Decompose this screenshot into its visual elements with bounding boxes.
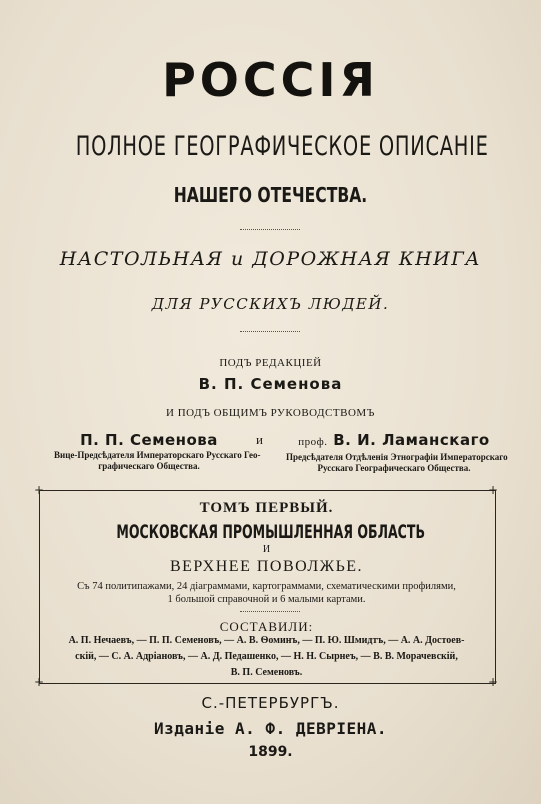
authors-line: В. П. Семеновъ. — [230, 667, 303, 678]
volume-label: ТОМЪ ПЕРВЫЙ. — [199, 500, 334, 516]
imprint-year: 1899. — [248, 744, 293, 760]
left-director-name: П. П. Семенова — [80, 431, 218, 449]
volume-region: МОСКОВСКАЯ ПРОМЫШЛЕННАЯ ОБЛАСТЬ — [116, 521, 426, 543]
illustrations-line: 1 большой справочной и 6 малыми картами. — [167, 594, 366, 605]
right-director-desc: Русскаго Географическаго Общества. — [317, 463, 471, 473]
frame-corner-mark: + — [488, 483, 499, 497]
compilers-label: СОСТАВИЛИ: — [219, 619, 314, 634]
book-title: РОССІЯ — [162, 53, 379, 107]
subtitle-desk-travel-book: НАСТОЛЬНАЯ и ДОРОЖНАЯ КНИГА — [59, 248, 482, 270]
subtitle-for-russian-people: ДЛЯ РУССКИХЪ ЛЮДЕЙ. — [151, 295, 390, 313]
right-director — [286, 430, 508, 474]
left-director-desc: Вице-Предсѣдателя Императорскаго Русскаго Гео- — [54, 450, 261, 460]
frame-corner-mark: + — [34, 675, 45, 689]
conjunction: и — [256, 432, 263, 447]
subtitle-fatherland: НАШЕГО ОТЕЧЕСТВА. — [173, 183, 368, 207]
imprint-city: С.-ПЕТЕРБУРГЪ. — [201, 694, 340, 712]
right-director-name: В. И. Ламанскаго — [333, 431, 490, 449]
right-director-desc: Предсѣдателя Отдѣленія Этнографіи Императорскаго — [286, 452, 508, 462]
editor-caption: ПОДЪ РЕДАКЦІЕЙ — [219, 357, 322, 369]
editor-name: В. П. Семенова — [198, 375, 343, 393]
illustrations-line: Съ 74 политипажами, 24 діаграммами, картограммами, схематическими профилями, — [77, 581, 456, 592]
volume-conjunction: И — [262, 544, 271, 555]
left-director-desc: графическаго Общества. — [98, 461, 200, 471]
authors-line: скій, — С. А. Адріановъ, — А. Д. Педашенко, — Н. Н. Сырнеъ, — В. В. Морачевскій, — [75, 651, 458, 662]
volume-region2: ВЕРХНЕЕ ПОВОЛЖЬЕ. — [169, 558, 364, 575]
left-director — [54, 430, 261, 472]
frame-corner-mark: + — [488, 675, 499, 689]
authors-line: А. П. Нечаевъ, — П. П. Семеновъ, — А. В. Ѳоминъ, — П. Ю. Шмидтъ, — А. А. Достоев- — [68, 635, 465, 646]
general-direction-caption: И ПОДЪ ОБЩИМЪ РУКОВОДСТВОМЪ — [166, 407, 375, 419]
right-director-prefix: проф. — [298, 436, 328, 448]
divider-ornament — [240, 331, 300, 333]
imprint-publisher: Изданіе А. Ф. ДЕВРІЕНА. — [153, 719, 388, 738]
subtitle-geographic-description: ПОЛНОЕ ГЕОГРАФИЧЕСКОЕ ОПИСАНІЕ — [75, 131, 489, 162]
divider-ornament — [240, 229, 300, 231]
divider-ornament — [240, 611, 300, 613]
frame-corner-mark: + — [34, 483, 45, 497]
